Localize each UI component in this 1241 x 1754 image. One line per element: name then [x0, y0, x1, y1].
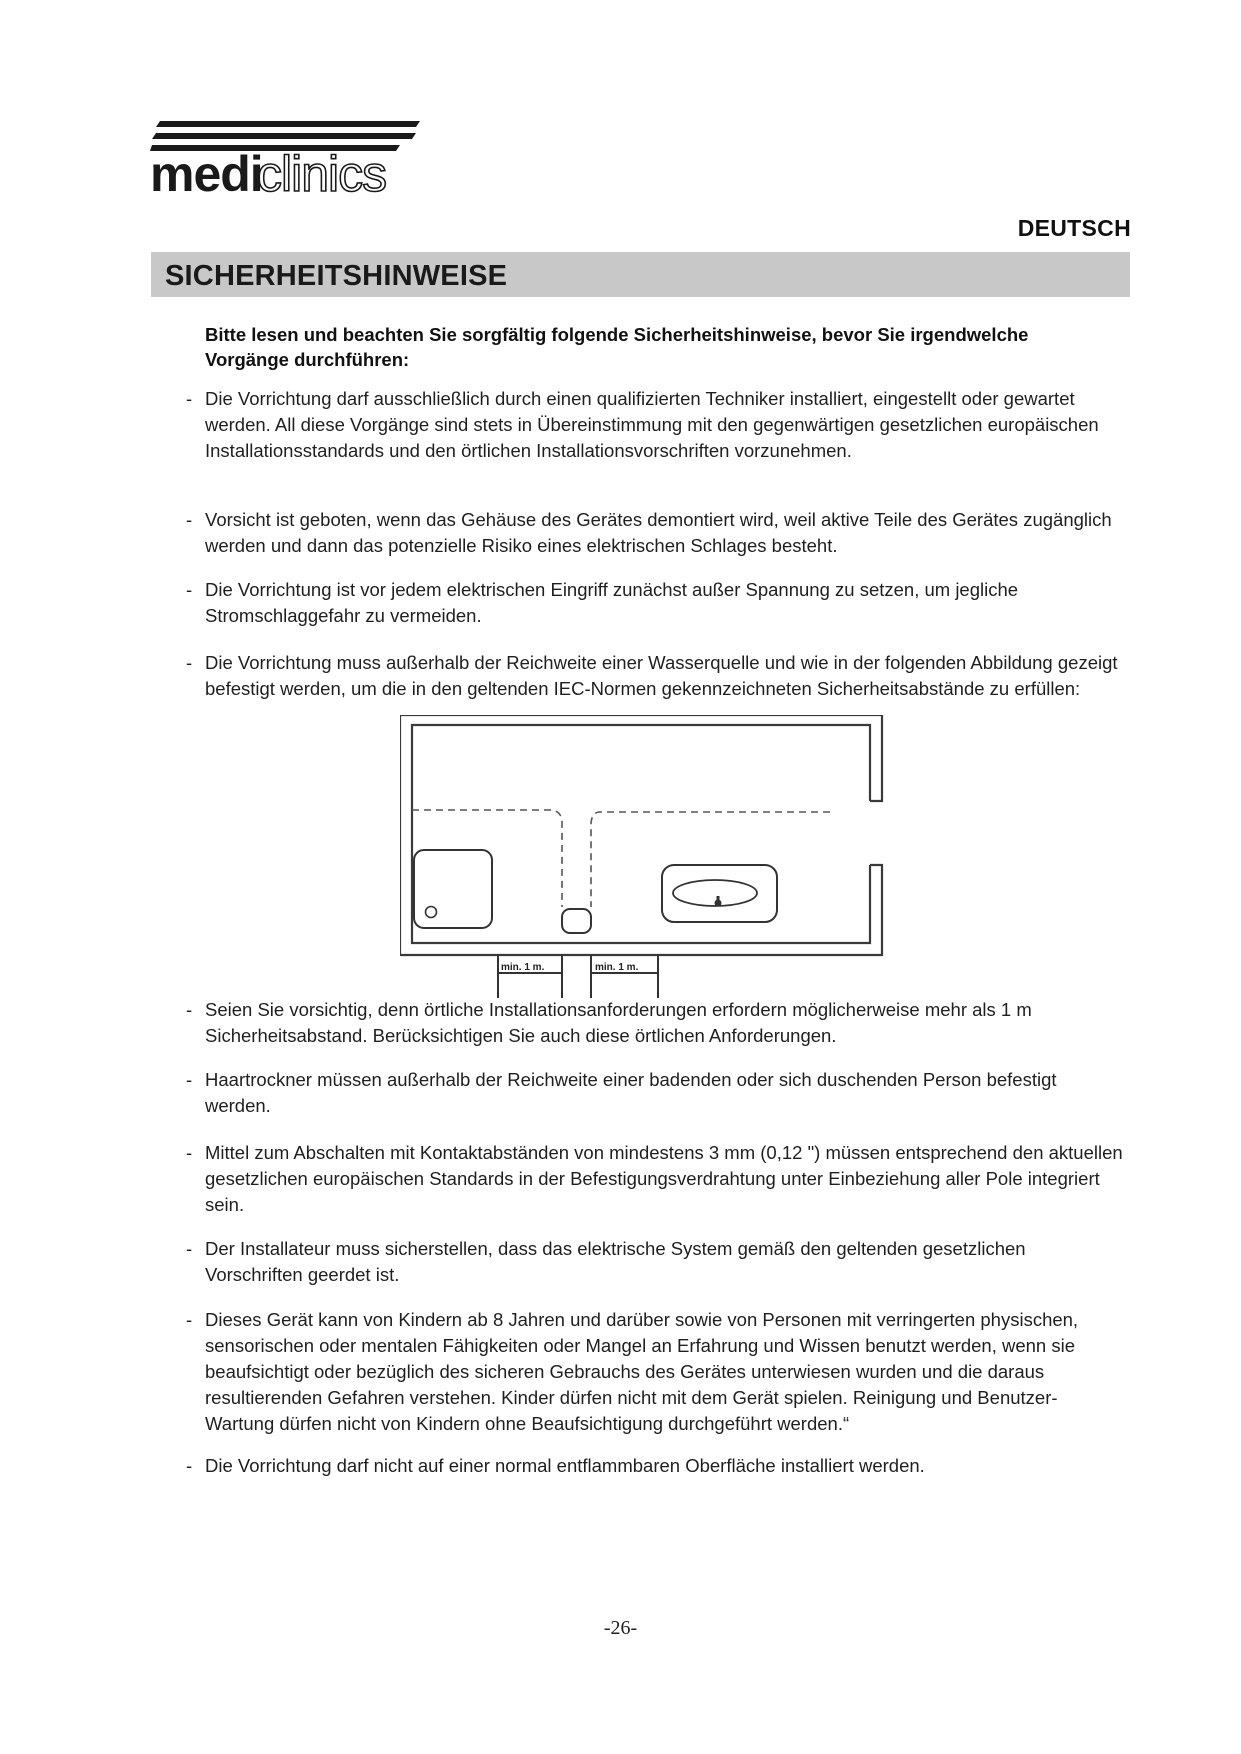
svg-text:clinics: clinics — [257, 146, 387, 202]
list-item: - Die Vorrichtung darf ausschließlich durch einen qualifizierten Techniker installiert, eingestellt oder gewartet werden. All diese Vorgänge sind stets in Übereinstimmung mit den gegenwärtigen gesetzlichen europäischen Installationsstandards und den örtlichen Installationsvorschriften vorzunehmen. — [186, 386, 1126, 464]
list-item-text: Dieses Gerät kann von Kindern ab 8 Jahren und darüber sowie von Personen mit verringerten physischen, sensorischen oder mentalen Fähigkeiten oder Mangel an Erfahrung und Wissen benutzt werden, wenn sie beaufsichtigt oder bezüglich des sicheren Gebrauchs des Gerätes unterwiesen wurden und die daraus resultierenden Gefahren verstehen. Kinder dürfen nicht mit dem Gerät spielen. Reinigung und Benutzer- Wartung dürfen nicht von Kindern ohne Beaufsichtigung durchgeführt werden.“ — [205, 1309, 1079, 1434]
list-item: - Der Installateur muss sicherstellen, dass das elektrische System gemäß den geltenden gesetzlichen Vorschriften geerdet ist. — [186, 1236, 1126, 1288]
section-title: SICHERHEITSHINWEISE — [165, 260, 508, 292]
list-item-text: Der Installateur muss sicherstellen, dass das elektrische System gemäß den geltenden gesetzlichen Vorschriften geerdet ist. — [205, 1238, 1026, 1285]
list-item: - Die Vorrichtung muss außerhalb der Reichweite einer Wasserquelle und wie in der folgenden Abbildung gezeigt befestigt werden, um die in den geltenden IEC-Normen gekennzeichneten Sicherheitsabstände zu erfüllen: — [186, 650, 1126, 702]
list-item: - Die Vorrichtung ist vor jedem elektrischen Eingriff zunächst außer Spannung zu setzen, um jegliche Stromschlaggefahr zu vermeiden. — [186, 577, 1126, 629]
list-item: - Mittel zum Abschalten mit Kontaktabständen von mindestens 3 mm (0,12 ") müssen entsprechend den aktuellen gesetzlichen europäischen Standards in der Befestigungsverdrahtung unter Einbeziehung aller Pole integriert sein. — [186, 1140, 1126, 1218]
svg-text:medi: medi — [150, 146, 263, 202]
list-item: - Haartrockner müssen außerhalb der Reichweite einer badenden oder sich duschenden Person befestigt werden. — [186, 1067, 1126, 1119]
list-item-text: Die Vorrichtung darf nicht auf einer normal entflammbaren Oberfläche installiert werden. — [205, 1455, 925, 1476]
brand-logo — [150, 116, 430, 206]
distance-label-right: min. 1 m. — [595, 962, 639, 973]
list-item-text: Die Vorrichtung muss außerhalb der Reichweite einer Wasserquelle und wie in der folgenden Abbildung gezeigt befestigt werden, um die in den geltenden IEC-Normen gekennzeichneten Sicherheitsabstände zu erfüllen: — [205, 652, 1118, 699]
list-item: - Die Vorrichtung darf nicht auf einer normal entflammbaren Oberfläche installiert werden. — [186, 1453, 1126, 1479]
safety-distance-diagram — [400, 715, 900, 1000]
distance-label-left: min. 1 m. — [501, 962, 545, 973]
intro-text: Bitte lesen und beachten Sie sorgfältig folgende Sicherheitshinweise, bevor Sie irgendwelche Vorgänge durchführen: — [205, 324, 1029, 370]
list-item-text: Die Vorrichtung darf ausschließlich durch einen qualifizierten Techniker installiert, eingestellt oder gewartet werden. All diese Vorgänge sind stets in Übereinstimmung mit den gegenwärtigen gesetzlichen europäischen Installationsstandards und den örtlichen Installationsvorschriften vorzunehmen. — [205, 388, 1099, 461]
list-item-text: Haartrockner müssen außerhalb der Reichweite einer badenden oder sich duschenden Person befestigt werden. — [205, 1069, 1057, 1116]
list-item: - Dieses Gerät kann von Kindern ab 8 Jahren und darüber sowie von Personen mit verringerten physischen, sensorischen oder mentalen Fähigkeiten oder Mangel an Erfahrung und Wissen benutzt werden, wenn sie beaufsichtigt oder bezüglich des sicheren Gebrauchs des Gerätes unterwiesen wurden und die daraus resultierenden Gefahren verstehen. Kinder dürfen nicht mit dem Gerät spielen. Reinigung und Benutzer- Wartung dürfen nicht von Kindern ohne Beaufsichtigung durchgeführt werden.“ — [186, 1307, 1126, 1437]
list-item-text: Die Vorrichtung ist vor jedem elektrischen Eingriff zunächst außer Spannung zu setzen, um jegliche Stromschlaggefahr zu vermeiden. — [205, 579, 1019, 626]
language-label: DEUTSCH — [1017, 215, 1131, 241]
page-number: -26- — [603, 1617, 638, 1639]
list-item: - Seien Sie vorsichtig, denn örtliche Installationsanforderungen erfordern möglicherweise mehr als 1 m Sicherheitsabstand. Berücksichtigen Sie auch diese örtlichen Anforderungen. — [186, 997, 1126, 1049]
list-item-text: Mittel zum Abschalten mit Kontaktabständen von mindestens 3 mm (0,12 ") müssen entsprechend den aktuellen gesetzlichen europäischen Standards in der Befestigungsverdrahtung unter Einbeziehung aller Pole integriert sein. — [205, 1142, 1123, 1215]
list-item-text: Seien Sie vorsichtig, denn örtliche Installationsanforderungen erfordern möglicherweise mehr als 1 m Sicherheitsabstand. Berücksichtigen Sie auch diese örtlichen Anforderungen. — [205, 999, 1032, 1046]
section-title-bar — [151, 252, 1130, 297]
list-item: - Vorsicht ist geboten, wenn das Gehäuse des Gerätes demontiert wird, weil aktive Teile des Gerätes zugänglich werden und dann das potenzielle Risiko eines elektrischen Schlages besteht. — [186, 507, 1126, 559]
list-item-text: Vorsicht ist geboten, wenn das Gehäuse des Gerätes demontiert wird, weil aktive Teile des Gerätes zugänglich werden und dann das potenzielle Risiko eines elektrischen Schlages besteht. — [205, 509, 1112, 556]
